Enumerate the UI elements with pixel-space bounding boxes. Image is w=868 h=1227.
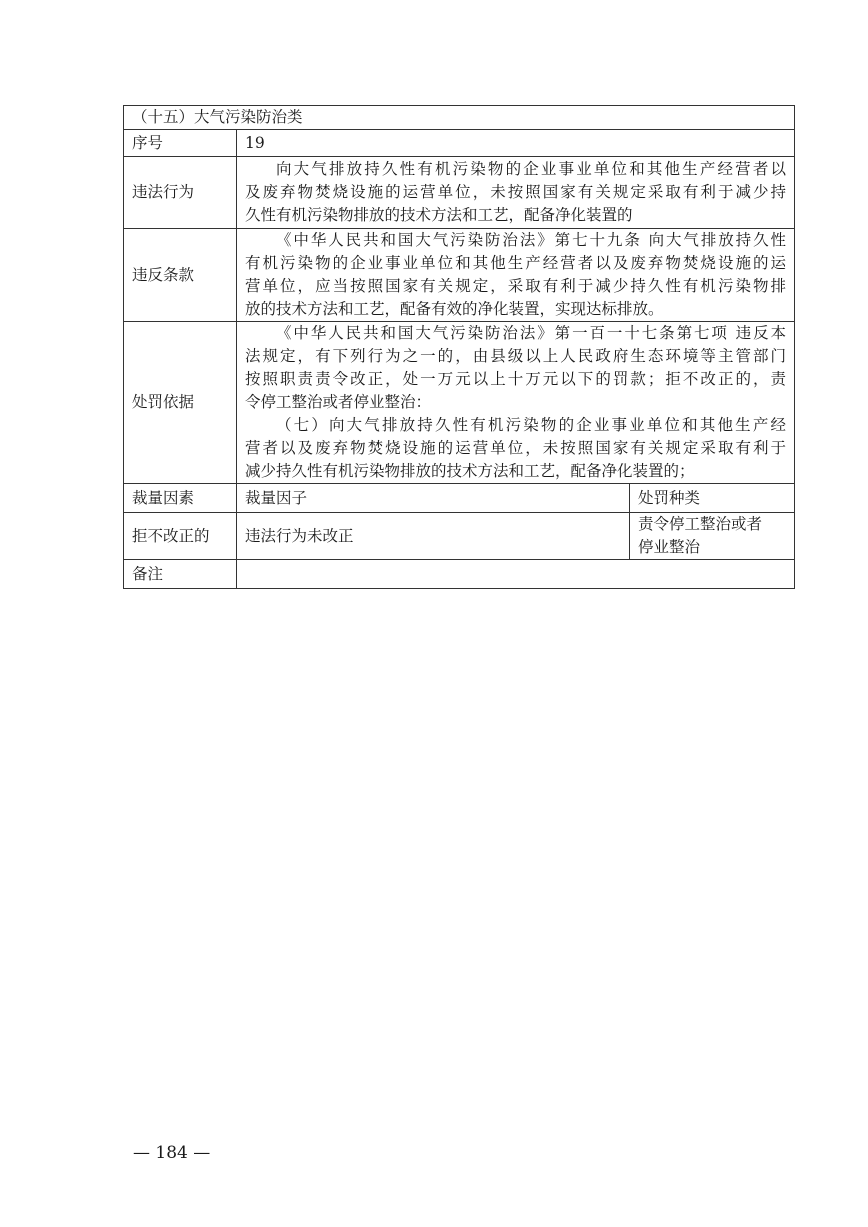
- text-line: 营者以及废弃物焚烧设施的运营单位，未按照国家有关规定采取有利于: [245, 439, 786, 457]
- discretion-factor-header: 裁量因子: [237, 484, 630, 513]
- page-number: — 184 —: [133, 1143, 211, 1163]
- refuse-penalty-type: [630, 513, 795, 560]
- text-line: 法规定，有下列行为之一的，由县级以上人民政府生态环境等主管部门: [245, 347, 786, 365]
- basis-label: 处罚依据: [124, 322, 237, 484]
- refuse-label: 拒不改正的: [124, 513, 237, 560]
- text-line: 营单位，应当按照国家有关规定，采取有利于减少持久性有机污染物排: [245, 277, 786, 295]
- text-line: 久性有机污染物排放的技术方法和工艺，配备净化装置的: [245, 206, 633, 224]
- penalty-type-header: 处罚种类: [630, 484, 795, 513]
- text-line: 停业整治: [638, 538, 701, 556]
- text-line: 令停工整治或者停业整治：: [245, 393, 432, 411]
- basis-text: [237, 322, 795, 484]
- remarks-label: 备注: [124, 560, 237, 589]
- text-line: 放的技术方法和工艺，配备有效的净化装置，实现达标排放。: [245, 300, 664, 318]
- text-line: 向大气排放持久性有机污染物的企业事业单位和其他生产经营者以: [276, 160, 786, 178]
- violation-label: 违法行为: [124, 157, 237, 229]
- provision-label: 违反条款: [124, 229, 237, 322]
- serial-value: 19: [237, 130, 795, 157]
- text-line: 《中华人民共和国大气污染防治法》第一百一十七条第七项 违反本: [276, 324, 786, 342]
- text-line: 有机污染物的企业事业单位和其他生产经营者以及废弃物焚烧设施的运: [245, 254, 786, 272]
- serial-label: 序号: [124, 130, 237, 157]
- text-line: 及废弃物焚烧设施的运营单位，未按照国家有关规定采取有利于减少持: [245, 183, 786, 201]
- text-line: （七）向大气排放持久性有机污染物的企业事业单位和其他生产经: [276, 416, 786, 434]
- provision-text: [237, 229, 795, 322]
- text-line: 责令停工整治或者: [638, 515, 763, 533]
- penalty-table: [123, 105, 795, 589]
- text-line: 减少持久性有机污染物排放的技术方法和工艺，配备净化装置的；: [245, 462, 695, 480]
- section-title: （十五）大气污染防治类: [124, 106, 795, 130]
- discretion-label: 裁量因素: [124, 484, 237, 513]
- violation-text: [237, 157, 795, 229]
- text-line: 按照职责责令改正，处一万元以上十万元以下的罚款；拒不改正的，责: [245, 370, 786, 388]
- text-line: 《中华人民共和国大气污染防治法》第七十九条 向大气排放持久性: [276, 231, 786, 249]
- refuse-factor: 违法行为未改正: [237, 513, 630, 560]
- remarks-value: [237, 560, 795, 589]
